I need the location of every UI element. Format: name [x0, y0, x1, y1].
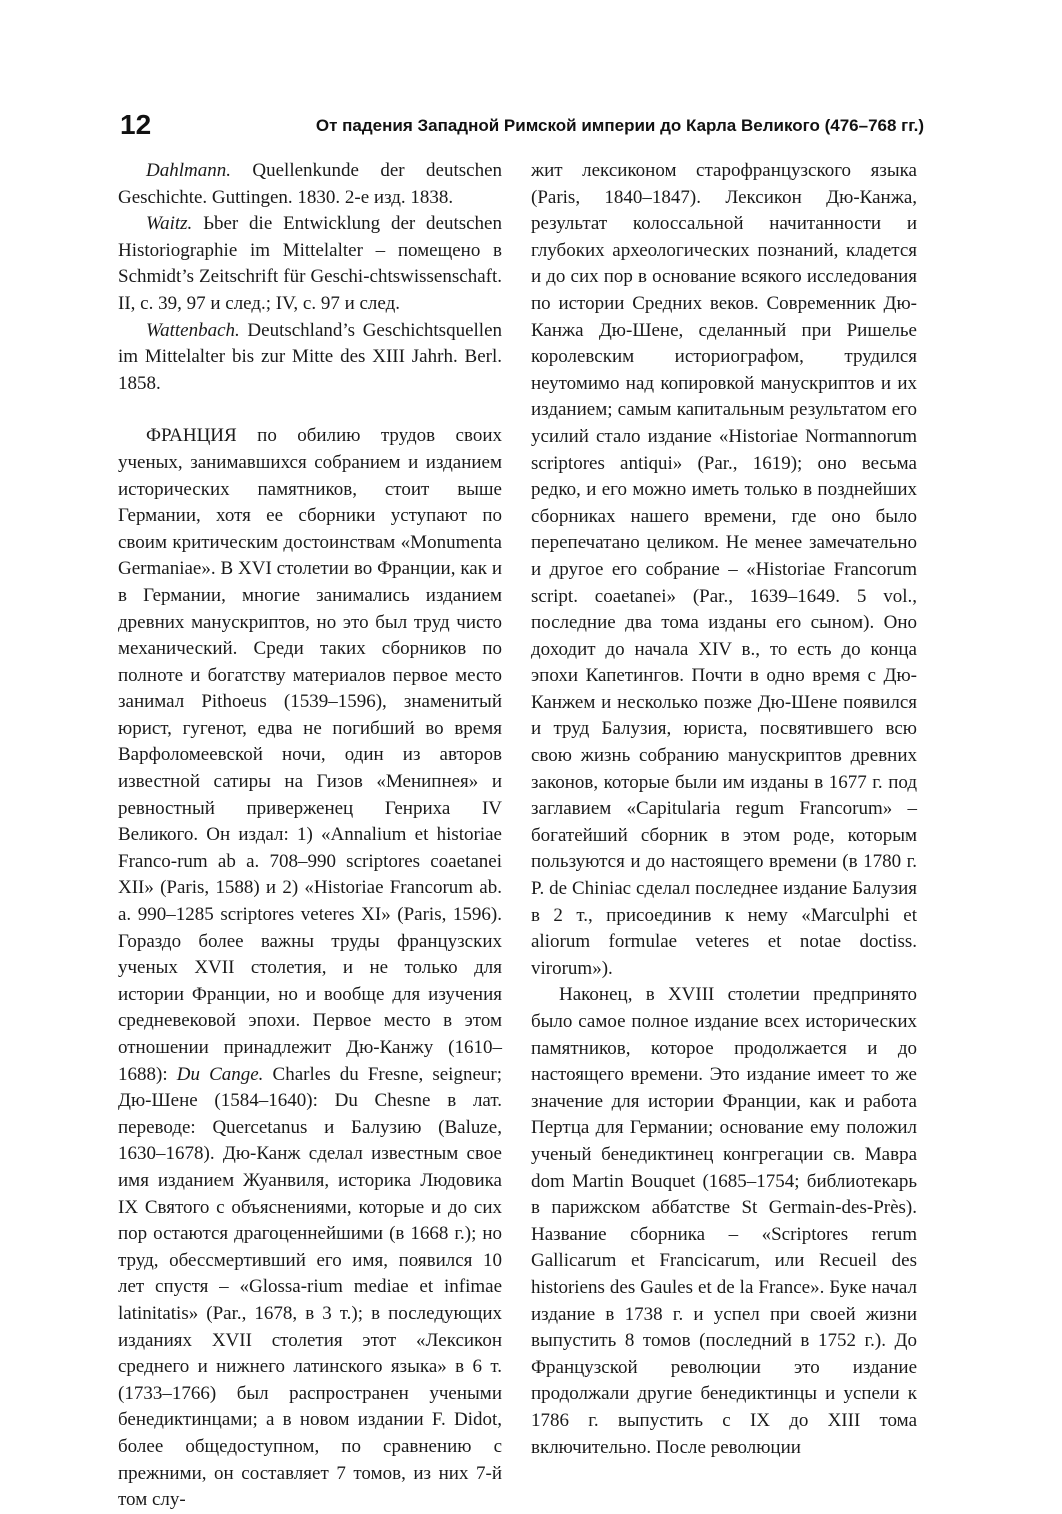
bibliography-text: Quellenkunde der deutschen Geschichte. Guttingen. 1830. 2-е изд. 1838. [118, 160, 502, 208]
page-number: 12 [120, 109, 152, 140]
paragraph-continuation: жит лексиконом старофранцузского языка (Paris, 1840–1847). Лексикон Дю-Канжа, результат колоссальной начитанности и глубоких археологических познаний, кладется и до сих пор в основание всякого исследования по истории Средних веков. Современник Дю-Канжа Дю-Шене, сделанный при Ришелье королевским историографом, трудился неутомимо над копировкой манускриптов и их изданием; самым капитальным результатом его усилий стало издание «Historiae Normannorum scriptores antiqui» (Par., 1619); оно весьма редко, и его можно иметь только в позднейших сборниках нашего времени, где оно было перепечатано целиком. Не менее замечательно и другое его собрание – «Historiae Francorum script. coaetanei» (Par., 1639–1649. 5 vol., последние два тома изданы его сыном). Оно доходит до начала XIV в., то есть до конца эпохи Капетингов. Почти в одно время с Дю-Канжем и несколько позже Дю-Шене появился и труд Балузия, юриста, посвятившего всю свою жизнь собранию манускриптов древних законов, которые были им изданы в 1677 г. под заглавием «Capitularia regum Francorum» – богатейший сборник в этом роде, которым пользуются и до настоящего времени (в 1780 г. P. de Chiniac сделал последнее издание Балузия в 2 т., присоединив к нему «Marculphi et aliorum formulae veteres et notae doctiss. virorum»). [531, 160, 917, 979]
bibliography-text: Ьber die Entwicklung der deutschen Historiographie im Mittelalter – помещено в Schmidt’s Zeitschrift für Geschi-chtswissenschaft. II, с. 39, 97 и след.; IV, с. 97 и след. [118, 213, 502, 314]
running-title: От падения Западной Римской империи до Карла Великого (476–768 гг.) [315, 116, 924, 135]
section-spacer [118, 397, 502, 423]
bibliography-author: Waitz. [146, 213, 193, 235]
paragraph-text: Charles du Fresne, seigneur; Дю-Шене (1584–1640): Du Chesne в лат. переводе: Quercetanus и Балузию (Baluze, 1630–1678). Дю-Канж сделал известным свое имя изданием Жуанвиля, историка Людовика IX Святого с объяснениями, которые и до сих пор остаются драгоценнейшими (в 1668 г.); но труд, обессмертивший его имя, появился 10 лет спустя – «Glossa-rium mediae et infimae latinitatis» (Par., 1678, в 3 т.); в последующих изданиях XVII столетия этот «Лексикон среднего и нижнего латинского языка» в 6 т. (1733–1766) был распространен учеными бенедиктинцами; а в новом издании F. Didot, более общедоступном, по сравнению с прежними, он составляет 7 томов, из них 7-й том слу- [118, 1063, 503, 1511]
right-column [531, 158, 917, 1461]
bibliography-entry [118, 211, 502, 317]
left-column [118, 158, 502, 1514]
bibliography-author: Wattenbach. [146, 319, 240, 341]
paragraph-france [118, 423, 502, 1513]
bibliography-text: Deutschland’s Geschichtsquellen im Mittelalter bis zur Mitte des XIII Jahrh. Berl. 1858. [118, 319, 502, 394]
paragraph-eighteenth-century: Наконец, в XVIII столетии предпринято было самое полное издание всех исторических памятников, которое продолжается и до настоящего времени. Это издание имеет то же значение для истории Франции, как и работа Пертца для Германии; основание ему положил ученый бенедиктинец конгрегации св. Мавра dom Martin Bouquet (1685–1754; библиотекарь в парижском аббатстве St Germain-des-Près). Название сборника – «Scriptores rerum Gallicarum et Francicarum, или Recueil des historiens des Gaules et de la France». Буке начал издание в 1738 г. и успел при своей жизни выпустить 8 томов (последний в 1752 г.). До Французской революции это издание продолжали другие бенедиктинцы и успели к 1786 г. выпустить с IX до XIII тома включительно. После революции [531, 984, 917, 1458]
paragraph-italic-name: Du Cange. [176, 1063, 264, 1085]
bibliography-author: Dahlmann. [146, 160, 231, 181]
bibliography-entry [118, 318, 502, 398]
bibliography-entry [118, 158, 502, 211]
paragraph-text: ФРАНЦИЯ по обилию трудов своих ученых, занимавшихся собранием и изданием исторических памятников, стоит выше Германии, хотя ее сборники уступают по своим критическим достоинствам «Monumenta Germaniae». В XVI столетии во Франции, как и в Германии, многие занимались изданием древних манускриптов, но это был труд чисто механический. Среди таких сборников по полноте и богатству материалов первое место занимал Pithoeus (1539–1596), знаменитый юрист, гугенот, едва не погибший во время Варфоломеевской ночи, один из авторов известной сатиры на Гизов «Менипнея» и ревностный приверженец Генриха IV Великого. Он издал: 1) «Annalium et historiae Franco-rum ab a. 708–990 scriptores coaetanei XII» (Paris, 1588) и 2) «Historiae Francorum ab. a. 990–1285 scriptores veteres XI» (Paris, 1596). Гораздо более важны труды французских ученых XVII столетия, и не только для истории Франции, но и вообще для изучения средневековой эпохи. Первое место в этом отношении принадлежит Дю-Канжу (1610–1688): [118, 425, 502, 1085]
